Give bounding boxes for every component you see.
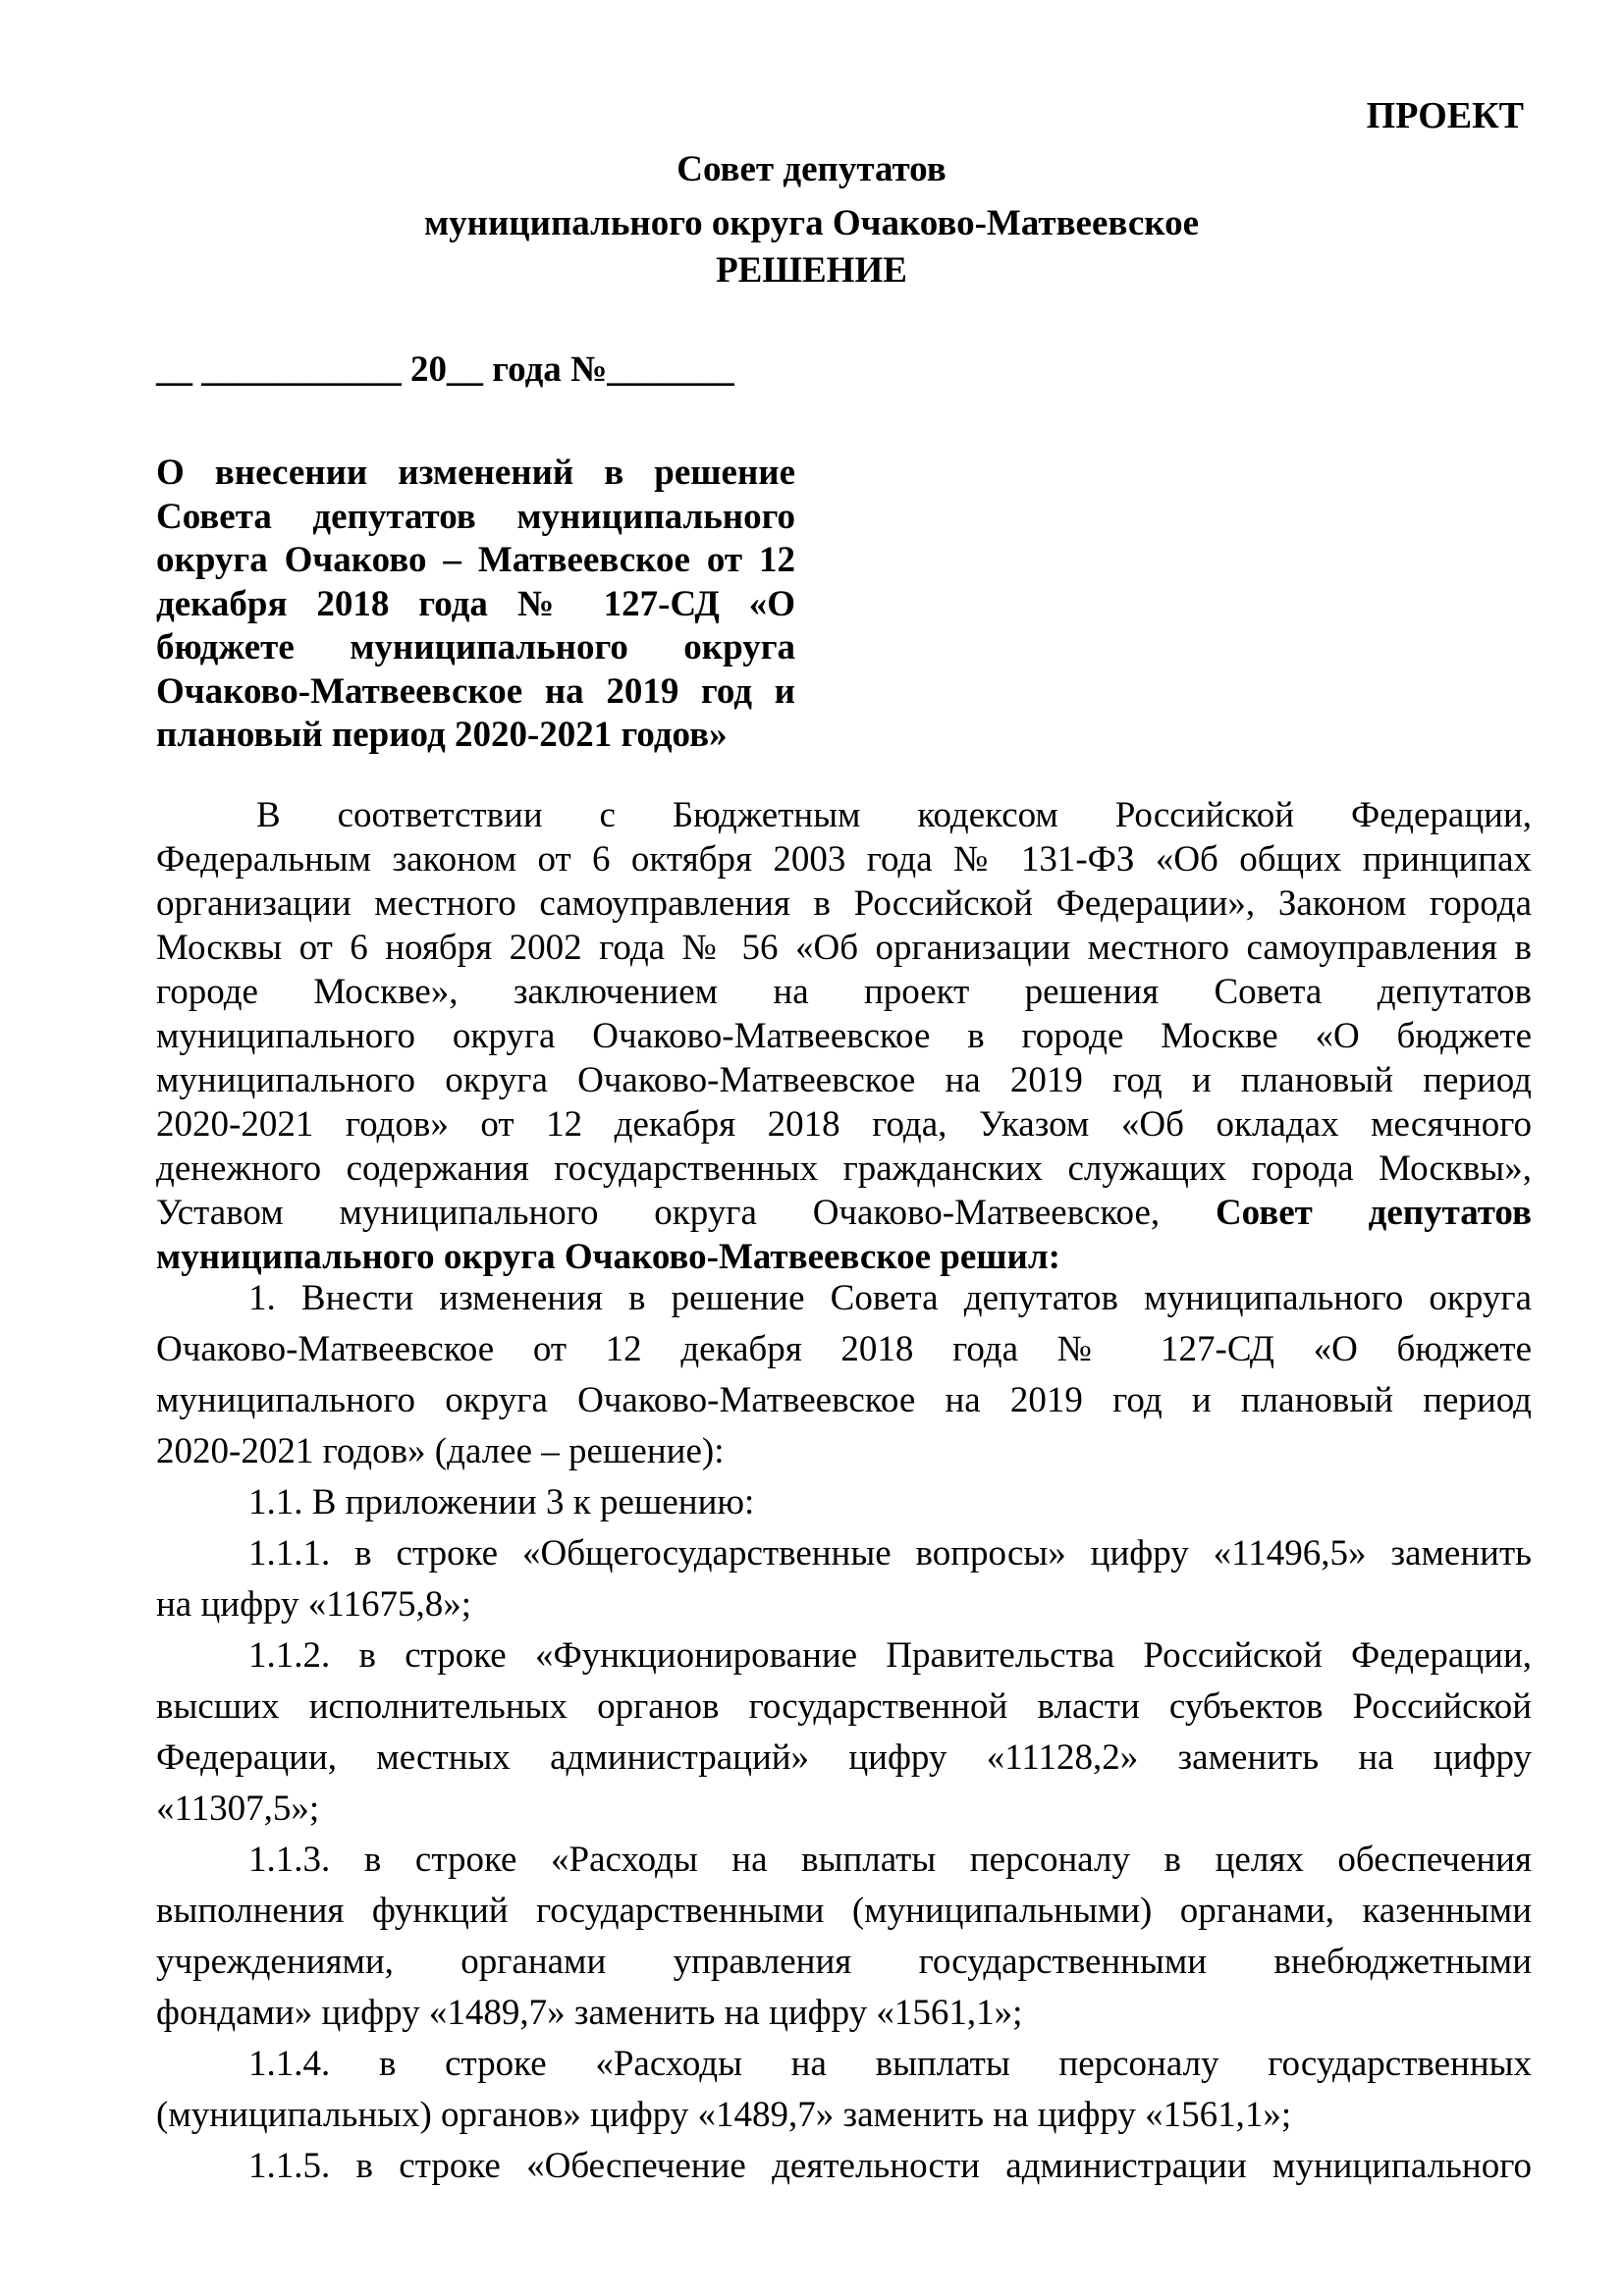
draft-stamp: ПРОЕКТ (1366, 95, 1524, 136)
preamble (156, 793, 1532, 1279)
clause-1-1-3 (156, 1835, 1532, 2039)
clause-line: Очаково-Матвеевское от 12 декабря 2018 года № 127-СД «О бюджете (156, 1329, 1532, 1369)
preamble-line: городе Москве», заключением на проект решения Совета депутатов (156, 972, 1532, 1012)
clause-1 (156, 1273, 1532, 1477)
preamble-line: В соответствии с Бюджетным кодексом Российской Федерации, (256, 795, 1532, 835)
municipality-name: муниципального округа Очаково-Матвеевское (423, 203, 1200, 243)
decision-title (156, 452, 795, 758)
clause-line: 1.1.5. в строке «Обеспечение деятельности администрации муниципального (248, 2146, 1532, 2186)
preamble-line-mixed (156, 1191, 1532, 1235)
clause-line: Федерации, местных администраций» цифру «11128,2» заменить на цифру (156, 1737, 1532, 1778)
date-number-line: __ ___________ 20__ года №_______ (156, 349, 734, 390)
preamble-line: муниципального округа Очаково-Матвеевское на 2019 год и плановый период (156, 1060, 1532, 1100)
preamble-line: денежного содержания государственных гражданских служащих города Москвы», (156, 1148, 1532, 1189)
clause-line: высших исполнительных органов государственной власти субъектов Российской (156, 1686, 1532, 1727)
title-line: округа Очаково – Матвеевское от 12 (156, 540, 795, 580)
clause-line: 1.1.2. в строке «Функционирование Правительства Российской Федерации, (248, 1635, 1532, 1676)
clause-line: 1. Внести изменения в решение Совета депутатов муниципального округа (248, 1278, 1532, 1318)
clause-line: 2020-2021 годов» (далее – решение): (156, 1431, 725, 1471)
clause-line: учреждениями, органами управления государственными внебюджетными (156, 1942, 1532, 1982)
clause-1-1 (156, 1477, 1532, 1528)
preamble-line: Москвы от 6 ноября 2002 года № 56 «Об организации местного самоуправления в (156, 928, 1532, 968)
clause-line: муниципального округа Очаково-Матвеевское на 2019 год и плановый период (156, 1380, 1532, 1420)
clause-1-1-2 (156, 1630, 1532, 1835)
clause-1-1-1 (156, 1528, 1532, 1630)
title-line: Очаково-Матвеевское на 2019 год и (156, 670, 795, 712)
clause-line: 1.1.4. в строке «Расходы на выплаты персоналу государственных (248, 2044, 1532, 2084)
clause-1-1-5 (156, 2141, 1532, 2192)
charter-reference: Уставом муниципального округа Очаково-Матвеевское, (156, 1193, 1161, 1233)
preamble-line: организации местного самоуправления в Российской Федерации», Законом города (156, 883, 1532, 924)
clause-line: «11307,5»; (156, 1789, 320, 1829)
council-name: Совет депутатов (676, 149, 947, 189)
document-type: РЕШЕНИЕ (716, 250, 907, 291)
title-line: декабря 2018 года № 127-СД «О (156, 583, 795, 624)
clause-line: фондами» цифру «1489,7» заменить на цифру «1561,1»; (156, 1993, 1023, 2033)
title-line: плановый период 2020-2021 годов» (156, 715, 728, 755)
title-line: бюджете муниципального округа (156, 627, 795, 667)
clause-line: 1.1. В приложении 3 к решению: (248, 1482, 755, 1522)
council-decided-part2: муниципального округа Очаково-Матвеевское решил: (156, 1237, 1060, 1277)
council-decided-part1: Совет депутатов (1215, 1193, 1532, 1233)
clause-line: (муниципальных) органов» цифру «1489,7» заменить на цифру «1561,1»; (156, 2095, 1292, 2135)
title-line: Совета депутатов муниципального (156, 496, 795, 537)
preamble-line: муниципального округа Очаково-Матвеевское в городе Москве «О бюджете (156, 1016, 1532, 1056)
clause-line: на цифру «11675,8»; (156, 1584, 471, 1625)
clause-line: 1.1.1. в строке «Общегосударственные вопросы» цифру «11496,5» заменить (248, 1533, 1532, 1574)
title-line: О внесении изменений в решение (156, 453, 795, 493)
clause-1-1-4 (156, 2039, 1532, 2141)
preamble-line: Федеральным законом от 6 октября 2003 года № 131-ФЗ «Об общих принципах (156, 839, 1532, 880)
preamble-line: 2020-2021 годов» от 12 декабря 2018 года, Указом «Об окладах месячного (156, 1104, 1532, 1145)
clause-line: выполнения функций государственными (муниципальными) органами, казенными (156, 1891, 1532, 1931)
clause-line: 1.1.3. в строке «Расходы на выплаты персоналу в целях обеспечения (248, 1840, 1532, 1880)
